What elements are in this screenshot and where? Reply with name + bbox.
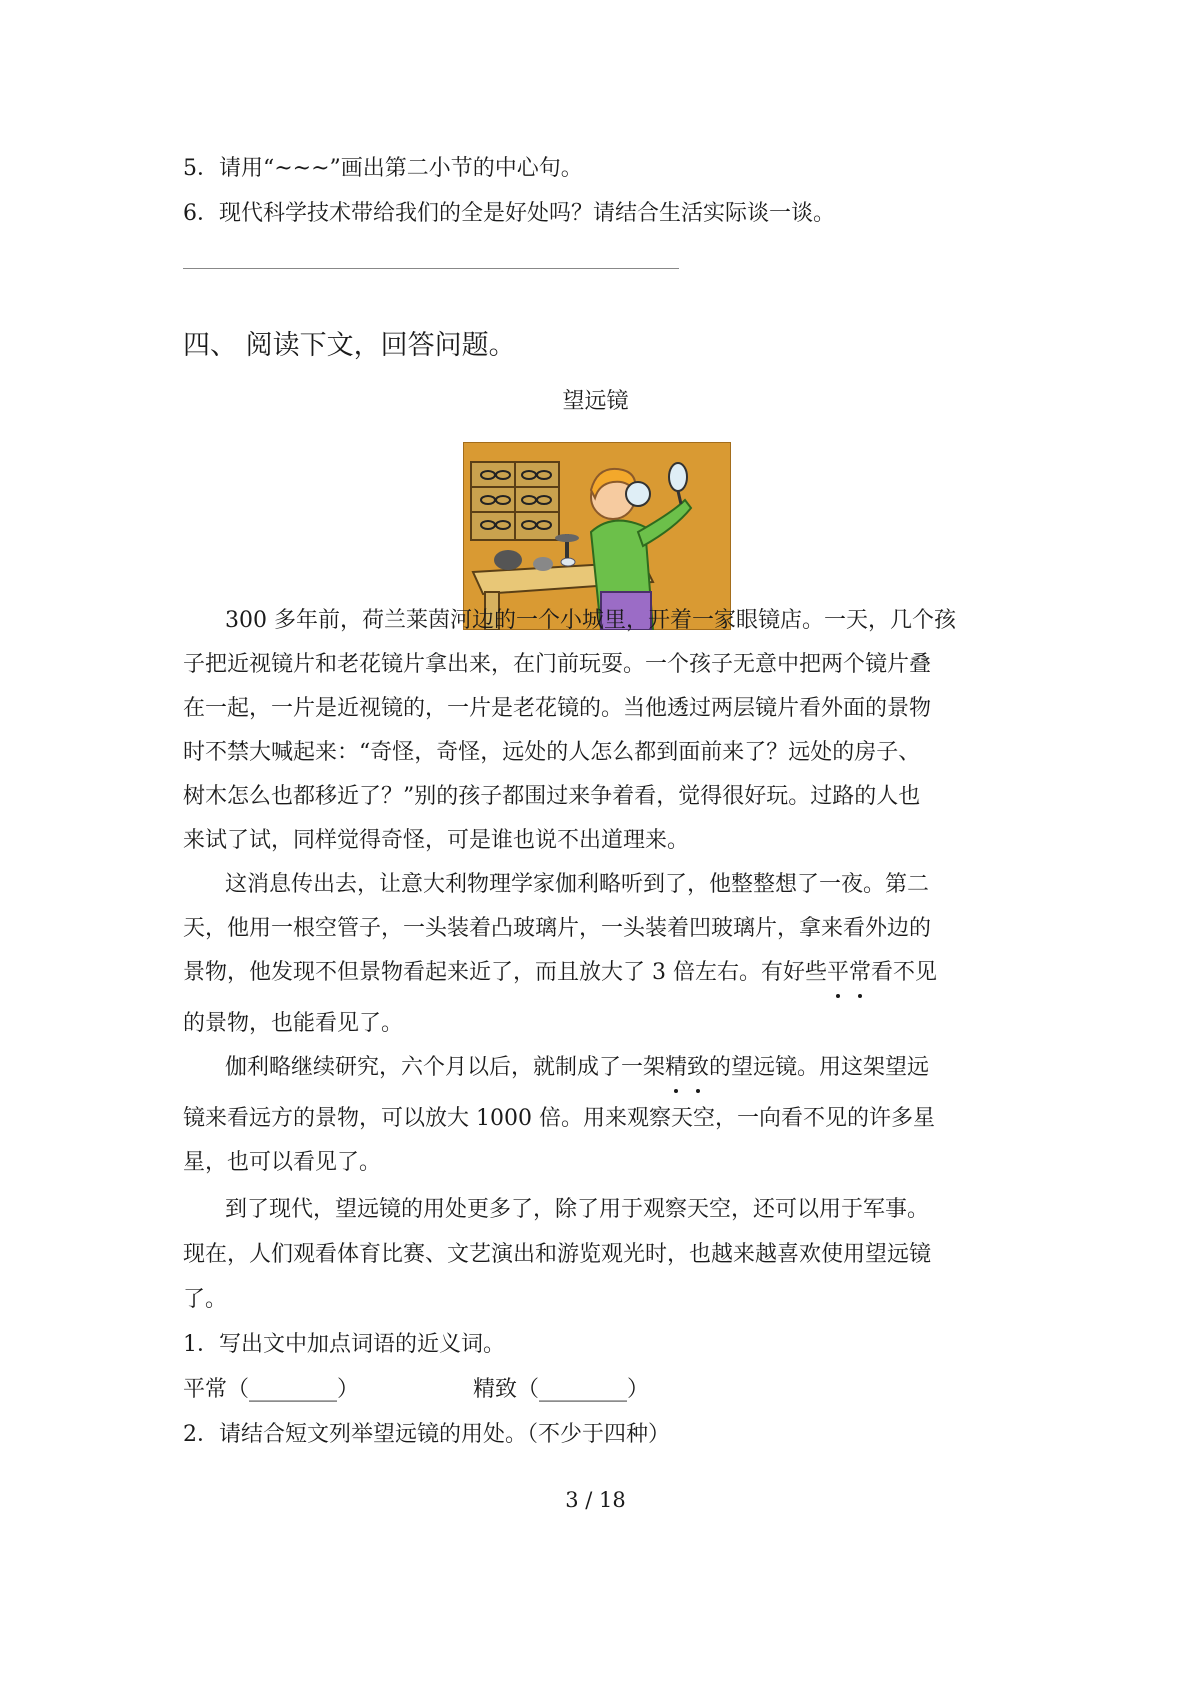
- paragraph-4-line: 了。: [183, 1287, 228, 1312]
- illustration: [463, 442, 731, 630]
- paragraph-3-line: [225, 1053, 929, 1083]
- paragraph-4-line: 到了现代，望远镜的用处更多了，除了用于观察天空，还可以用于军事。: [225, 1197, 930, 1222]
- section-heading: 四、 阅读下文，回答问题。: [183, 330, 516, 361]
- paragraph-1-line: 来试了试，同样觉得奇怪，可是谁也说不出道理来。: [183, 828, 690, 853]
- paragraph-2-line: 这消息传出去，让意大利物理学家伽利略听到了，他整整想了一夜。第二: [225, 872, 930, 897]
- blank-pingchang: 平常（________）: [183, 1377, 360, 1402]
- paragraph-1-line: 在一起，一片是近视镜的，一片是老花镜的。当他透过两层镜片看外面的景物: [183, 696, 932, 721]
- text-segment: 看不见: [871, 960, 938, 985]
- paragraph-2-line: 天，他用一根空管子，一头装着凸玻璃片，一头装着凹玻璃片，拿来看外边的: [183, 916, 932, 941]
- question-5: 5．请用“~~~”画出第二小节的中心句。: [183, 156, 583, 181]
- question-1: 1．写出文中加点词语的近义词。: [183, 1332, 505, 1357]
- paragraph-1-line: 300 多年前，荷兰莱茵河边的一个小城里，开着一家眼镜店。一天，几个孩: [225, 608, 956, 633]
- paragraph-3-line: 星，也可以看见了。: [183, 1150, 382, 1175]
- blank-jingzhi: 精致（________）: [473, 1377, 650, 1402]
- question-6: 6．现代科学技术带给我们的全是好处吗？请结合生活实际谈一谈。: [183, 201, 835, 226]
- question-2: 2．请结合短文列举望远镜的用处。（不少于四种）: [183, 1422, 670, 1447]
- text-segment: 伽利略继续研究，六个月以后，就制成了一架: [225, 1055, 666, 1080]
- paragraph-1-line: 时不禁大喊起来：“奇怪，奇怪，远处的人怎么都到面前来了？远处的房子、: [183, 740, 921, 765]
- paragraph-4-line: 现在，人们观看体育比赛、文艺演出和游览观光时，也越来越喜欢使用望远镜: [183, 1242, 932, 1267]
- paragraph-1-line: 树木怎么也都移近了？”别的孩子都围过来争着看，觉得很好玩。过路的人也: [183, 784, 921, 809]
- paragraph-3-line: 镜来看远方的景物，可以放大 1000 倍。用来观察天空，一向看不见的许多星: [183, 1106, 935, 1131]
- paragraph-1-line: 子把近视镜片和老花镜片拿出来，在门前玩耍。一个孩子无意中把两个镜片叠: [183, 652, 932, 677]
- text-segment: 景物，他发现不但景物看起来近了，而且放大了 3 倍左右。有好些: [183, 960, 827, 985]
- dotted-word-jingzhi: 精致: [665, 1053, 709, 1083]
- paragraph-2-line: [183, 958, 937, 988]
- text-segment: 的望远镜。用这架望远: [709, 1055, 930, 1080]
- paragraph-2-line: 的景物，也能看见了。: [183, 1011, 404, 1036]
- boy-with-lens-image: [463, 442, 731, 630]
- answer-line: [183, 268, 679, 269]
- page-number: 3 / 18: [565, 1488, 626, 1512]
- passage-title: 望远镜: [562, 389, 629, 414]
- dotted-word-pingchang: 平常: [827, 958, 871, 988]
